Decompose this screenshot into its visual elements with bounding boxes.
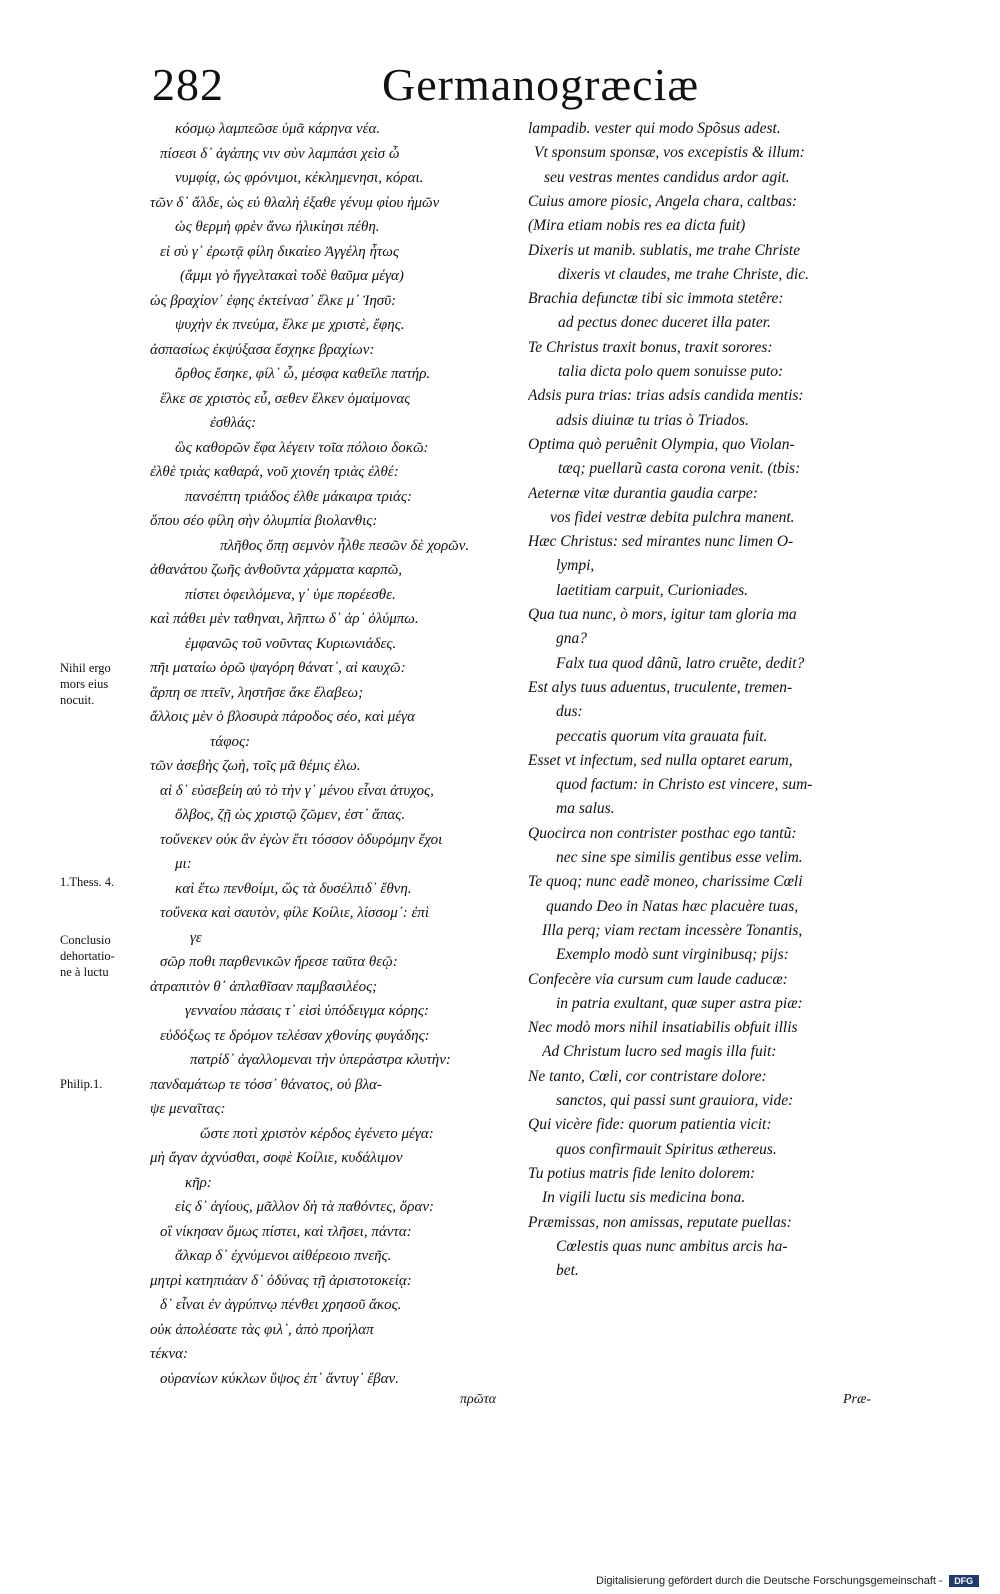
latin-line: Aeternæ vitæ durantia gaudia carpe: — [528, 484, 758, 502]
latin-line: ma salus. — [556, 800, 615, 818]
latin-line: Cuius amore piosic, Angela chara, caltbas: — [528, 192, 798, 210]
latin-line: Illa perq; viam rectam incessère Tonantis, — [542, 921, 803, 939]
greek-line: εἰ σὺ γ᾽ ἐρωτᾷ φίλη δικαίεο Ἀγγέλη ἦτως — [160, 243, 399, 260]
greek-line: καὶ πάθει μὲν ταθηναι, λῆπτω δ᾽ ἀρ᾽ ὀλύμπω. — [150, 611, 419, 627]
margin-note: 1.Thess. 4. — [60, 875, 115, 889]
greek-line: ἄλκαρ δ᾽ ἐχνύμενοι αἰθέρεοιο πνεῆς. — [175, 1248, 392, 1264]
latin-line: Optima quò peruênit Olympia, quo Violan- — [528, 435, 795, 453]
greek-line: μητρὶ κατηπιάαν δ᾽ ὀδύνας τῇ ἀριστοτοκείᾳ: — [150, 1272, 412, 1289]
greek-line: πατρίδ᾽ ἀγαλλομεναι τὴν ὑπεράστρα κλυτὴν: — [190, 1052, 451, 1068]
latin-line: in patria exultant, quæ super astra piæ: — [556, 994, 803, 1012]
latin-line: Qua tua nunc, ò mors, igitur tam gloria ma — [528, 606, 797, 623]
latin-line: Cœlestis quas nunc ambitus arcis ha- — [556, 1237, 788, 1255]
running-title: Germanogræciæ — [382, 59, 700, 110]
greek-line: ὡς θερμὴ φρὲν ἄνω ἠλικίησι πέθη. — [175, 219, 380, 235]
greek-line: τέκνα: — [150, 1346, 189, 1362]
latin-line: Dixeris ut manib. sublatis, me trahe Christe — [528, 241, 801, 259]
margin-note: nocuit. — [60, 693, 95, 707]
greek-line: πίστει ὀφειλόμενα, γ᾽ ὑμε πορέεσθε. — [185, 586, 396, 603]
latin-line: gna? — [556, 630, 587, 648]
greek-line: ὥστε ποτὶ χριστὸν κέρδος ἐγένετο μέγα: — [200, 1125, 434, 1142]
catchword-greek: πρῶτα — [460, 1392, 496, 1407]
latin-line: Nec modò mors nihil insatiabilis obfuit illis — [528, 1019, 798, 1037]
latin-line: Brachia defunctæ tibi sic immota stetêre: — [528, 290, 784, 308]
latin-line: Præmissas, non amissas, reputate puellas: — [528, 1213, 792, 1231]
greek-line: πλῆθος ὅπῃ σεμνὸν ἦλθε πεσῶν δὲ χορῶν. — [220, 537, 470, 554]
latin-line: Confecère via cursum cum laude caducæ: — [528, 970, 788, 988]
latin-line: seu vestras mentes candidus ardor agit. — [544, 168, 790, 186]
greek-line: οὐκ ἀπολέσατε τὰς φιλ᾽, ἀπὸ προήλαπ — [150, 1321, 374, 1338]
greek-line: δ᾽ εἶναι ἐν ἀγρύπνῳ πένθει χρησοῦ ἄκος. — [160, 1297, 402, 1313]
greek-line: πανσέπτη τριάδος ἐλθε μάκαιρα τριάς: — [185, 488, 412, 505]
greek-line: ἐσθλάς: — [210, 415, 257, 431]
catchword-latin: Præ- — [843, 1392, 871, 1407]
latin-line: Adsis pura trias: trias adsis candida mentis: — [528, 387, 804, 405]
dfg-logo: DFG — [949, 1575, 979, 1587]
latin-line: vos fidei vestræ debita pulchra manent. — [550, 508, 795, 526]
greek-line: κόσμῳ λαμπεῶσε ὑμᾶ κάρηνα νέα. — [175, 121, 381, 137]
greek-line: πίσεσι δ᾽ ἀγάπης νιν σὺν λαμπάσι χεὶσ ὦ — [160, 145, 400, 162]
latin-line: quos confirmauit Spiritus æthereus. — [556, 1140, 777, 1158]
greek-line: μὴ ἄγαν ἀχνύσθαι, σοφὲ Κοίλιε, κυδάλιμον — [150, 1150, 403, 1166]
latin-line: talia dicta polo quem sonuisse puto: — [558, 363, 784, 380]
greek-line: τῶν δ᾽ ἄλδε, ὡς εὐ θλαλὴ ἐξαθε γένυμ φίου ἡμῶν — [150, 194, 440, 211]
digitization-footer — [596, 1575, 979, 1587]
greek-line: ὄρθος ἔσηκε, φίλ᾽ ὦ, μέσφα καθεῖλε πατήρ. — [175, 366, 431, 382]
greek-line: σῶρ ποθι παρθενικῶν ἤρεσε ταῦτα θεῷ: — [160, 954, 398, 970]
latin-line: Tu potius matris fide lenito dolorem: — [528, 1164, 756, 1182]
margin-note: Philip.1. — [60, 1077, 103, 1091]
greek-line: αἱ δ᾽ εὐσεβείη αὐ τὸ τὴν γ᾽ μένου εἶναι ἀτυχος, — [160, 782, 434, 799]
greek-line: εἰς δ᾽ ἁγίους, μᾶλλον δὴ τὰ παθόντες, ὅραν: — [175, 1199, 435, 1215]
greek-line: πανδαμάτωρ τε τόσσ᾽ θάνατος, οὐ βλα- — [150, 1076, 382, 1093]
greek-line: ἕλκε σε χριστὸς εὖ, σεθεν ἕλκεν ὁμαίμονας — [160, 390, 411, 407]
latin-line: adsis diuinæ tu trias ò Triados. — [556, 411, 749, 429]
latin-line: sanctos, qui passi sunt grauiora, vide: — [556, 1092, 794, 1109]
margin-note: mors eius — [60, 677, 109, 691]
latin-line: Qui vicère fide: quorum patientia vicit: — [528, 1116, 772, 1134]
latin-line: lympi, — [556, 557, 595, 575]
greek-line: ἀθανάτου ζωῆς ἀνθοῦντα χάρματα καρπῶ, — [150, 562, 403, 578]
greek-line: νυμφίᾳ, ὡς φρόνιμοι, κέκλημενησι, κόραι. — [175, 170, 424, 186]
margin-note: Nihil ergo — [60, 661, 111, 675]
latin-line: Te quoq; nunc eadẽ moneo, charissime Cœli — [528, 873, 803, 891]
margin-note: dehortatio- — [60, 949, 115, 963]
footer-text: Digitalisierung gefördert durch die Deutsche Forschungsgemeinschaft - — [596, 1575, 943, 1587]
latin-line: Vt sponsum sponsæ, vos excepistis & illum: — [534, 144, 805, 162]
latin-line: bet. — [556, 1262, 579, 1280]
greek-line: ἐμφανῶς τοῦ νοῦντας Κυριωνιάδες. — [185, 635, 397, 652]
latin-line: Exemplo modò sunt virginibusq; pijs: — [556, 946, 789, 964]
latin-line: tæq; puellarũ casta corona venit. (tbis: — [558, 460, 801, 478]
greek-line: (ἄμμι γὸ ἤγγελτακαὶ τοδὲ θαῦμα μέγα) — [180, 268, 404, 284]
latin-line: Ne tanto, Cœli, cor contristare dolore: — [528, 1067, 767, 1085]
latin-line: laetitiam carpuit, Curioniades. — [556, 581, 749, 599]
latin-line: quod factum: in Christo est vincere, sum- — [556, 776, 813, 794]
greek-line: καὶ ἔτω πενθοίμι, ὥς τὰ δυσέλπιδ᾽ ἔθνη. — [175, 880, 412, 897]
greek-line: τάφος: — [210, 733, 251, 750]
latin-line: Hæc Christus: sed mirantes nunc limen O- — [528, 533, 794, 551]
greek-line: κῆρ: — [185, 1174, 212, 1191]
greek-line: ψυχὴν ἐκ πνεύμα, ἕλκε με χριστὲ, ἔφης. — [175, 317, 405, 333]
latin-line: (Mira etiam nobis res ea dicta fuit) — [528, 217, 746, 235]
latin-line: Ad Christum lucro sed magis illa fuit: — [542, 1043, 777, 1061]
margin-note: ne à luctu — [60, 965, 109, 979]
greek-line: εὐδόξως τε δρόμον τελέσαν χθονίης φυγάδης: — [160, 1027, 430, 1044]
greek-line: ἐλθὲ τριὰς καθαρά, νοῦ χιονέη τριὰς ἐλθέ: — [150, 464, 399, 480]
latin-line: nec sine spe similis gentibus esse velim. — [556, 849, 803, 866]
latin-line: lampadib. vester qui modo Spõsus adest. — [528, 120, 781, 137]
latin-line: Esset vt infectum, sed nulla optaret earum, — [528, 751, 793, 769]
greek-line: γενναίου πάσαις τ᾽ εἰσὶ ὑπόδειγμα κόρης: — [185, 1003, 429, 1019]
greek-line: ψε μεναῖτας: — [150, 1101, 226, 1117]
margin-note: Conclusio — [60, 933, 111, 947]
latin-line: Est alys tuus aduentus, truculente, tremen- — [528, 678, 793, 696]
greek-line: ἅρπη σε πτεῖν, ληστῆσε ἄκε ἔλαβεω; — [150, 684, 364, 701]
latin-line: Falx tua quod dânũ, latro cruẽte, dedit? — [556, 654, 805, 672]
greek-line: ἄλλοις μὲν ὁ βλοσυρὰ πάροδος σέο, καὶ μέγα — [150, 709, 415, 725]
latin-line: dus: — [556, 703, 583, 721]
greek-line: ὅπου σέο φίλη σὴν ὀλυμπία βιολανθις: — [150, 513, 378, 529]
greek-line: τοὔνεκεν οὐκ ἂν ἐγὼν ἔτι τόσσον ὀδυρόμην ἔχοι — [160, 831, 443, 848]
latin-line: ad pectus donec duceret illa pater. — [558, 314, 771, 332]
greek-line: γε — [190, 929, 202, 946]
greek-line: τῶν ἀσεβὴς ζωὴ, τοῖς μᾶ θέμις ἐλω. — [150, 758, 361, 774]
greek-line: οἳ νίκησαν ὅμως πίστει, καὶ τλῆσει, πάντα: — [160, 1223, 412, 1240]
latin-line: dixeris vt claudes, me trahe Christe, dic. — [558, 265, 809, 283]
greek-line: ἀσπασίως ἐκψύξασα ἔσχηκε βραχίων: — [150, 341, 375, 358]
greek-line: ὄλβος, ζῇ ὡς χριστῷ ζῶμεν, ἐστ᾽ ἅπας. — [175, 807, 406, 823]
greek-line: ἀτραπιτὸν θ᾽ ἀπλαθῖσαν παμβασιλέος; — [150, 978, 378, 995]
greek-line: τοὔνεκα καὶ σαυτὸν, φίλε Κοίλιε, λίσσομ᾽: ἐπὶ — [160, 905, 430, 921]
latin-line: In vigili luctu sis medicina bona. — [542, 1189, 746, 1207]
latin-line: Quocirca non contrister posthac ego tantũ: — [528, 824, 797, 842]
latin-line: Te Christus traxit bonus, traxit sorores: — [528, 338, 773, 356]
greek-line: ὡς βραχίον᾽ ἐφης ἐκτείνασ᾽ ἕλκε μ᾽ Ἰησῦ: — [150, 292, 397, 309]
page-number: 282 — [152, 59, 224, 110]
greek-line: ὣς καθορῶν ἔφα λέγειν τοῖα πόλοιο δοκῶ: — [175, 439, 429, 456]
greek-line: οὐρανίων κύκλων ὕψος ἐπ᾽ ἄντυγ᾽ ἔβαν. — [160, 1370, 399, 1387]
greek-line: μι: — [175, 856, 192, 872]
latin-line: peccatis quorum vita grauata fuit. — [556, 727, 768, 745]
latin-line: quando Deo in Natas hæc placuère tuas, — [546, 897, 799, 915]
greek-line: πῆι ματαίω ὁρῶ ψαγόρη θάνατ᾽, αἱ καυχῶ: — [150, 660, 406, 676]
